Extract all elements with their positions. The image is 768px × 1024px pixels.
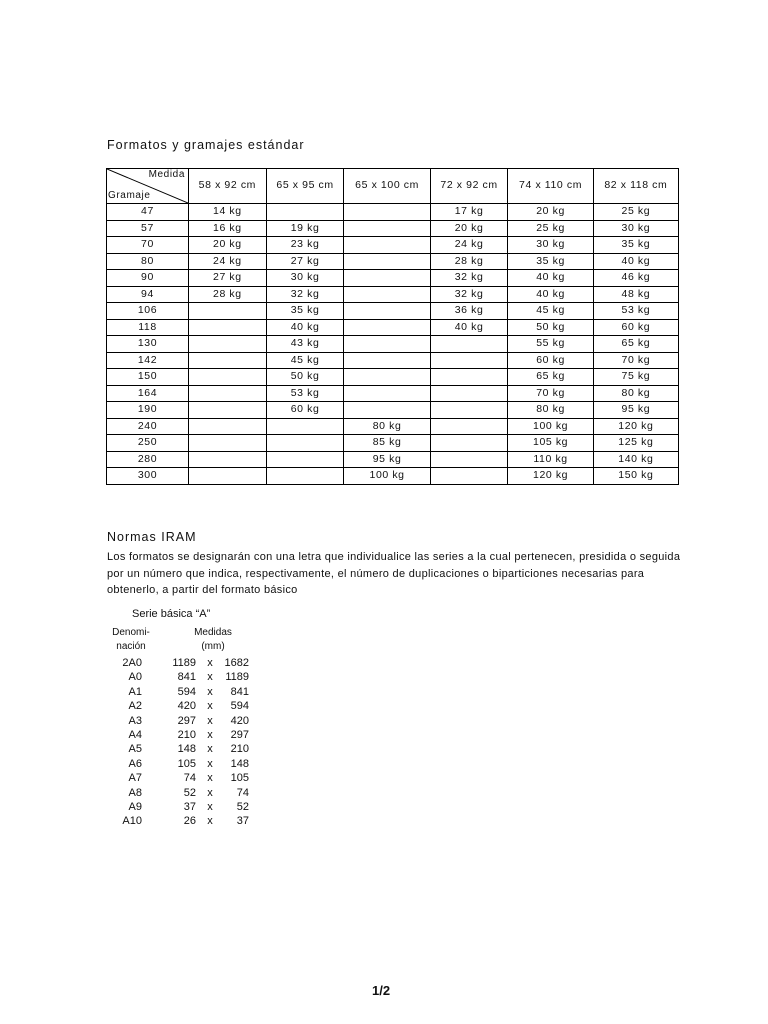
weight-cell: 60 kg xyxy=(593,319,678,336)
format-height: 148 xyxy=(230,757,249,770)
weight-cell: 19 kg xyxy=(266,220,344,237)
weight-cell xyxy=(344,253,430,270)
gramaje-cell: 150 xyxy=(107,369,189,386)
weight-cell: 27 kg xyxy=(189,270,267,287)
weight-cell: 85 kg xyxy=(344,435,430,452)
format-width: 210 xyxy=(177,729,196,741)
weight-cell: 36 kg xyxy=(430,303,508,320)
dimension-separator: x xyxy=(207,671,213,684)
weight-cell: 20 kg xyxy=(508,204,593,221)
weight-cell: 14 kg xyxy=(189,204,267,221)
header-line: Denomi- xyxy=(112,627,150,638)
weight-cell: 32 kg xyxy=(430,270,508,287)
table-row xyxy=(107,402,679,419)
dimension-separator: x xyxy=(207,729,213,741)
weight-cell: 53 kg xyxy=(266,385,344,402)
table-row xyxy=(107,385,679,402)
weight-cell xyxy=(430,402,508,419)
weight-cell: 46 kg xyxy=(593,270,678,287)
table-row xyxy=(107,270,679,287)
weight-cell: 45 kg xyxy=(508,303,593,320)
weight-cell: 105 kg xyxy=(508,435,593,452)
column-header: 74 x 110 cm xyxy=(508,169,593,204)
column-header: 58 x 92 cm xyxy=(189,169,267,204)
dimension-separator: x xyxy=(207,743,213,756)
weight-cell xyxy=(430,468,508,485)
weight-cell: 45 kg xyxy=(266,352,344,369)
table-row xyxy=(107,352,679,369)
dimension-separator: x xyxy=(207,657,213,669)
weight-cell xyxy=(344,270,430,287)
dimension-separator: x xyxy=(207,685,213,698)
weight-cell xyxy=(344,402,430,419)
weight-cell xyxy=(189,402,267,419)
weight-cell: 140 kg xyxy=(593,451,678,468)
weight-cell: 32 kg xyxy=(430,286,508,303)
format-width: 105 xyxy=(177,757,196,770)
weight-cell: 50 kg xyxy=(508,319,593,336)
format-width: 26 xyxy=(183,815,196,828)
format-width: 420 xyxy=(177,700,196,713)
column-header: 65 x 95 cm xyxy=(266,169,344,204)
weight-cell: 25 kg xyxy=(508,220,593,237)
format-name: A10 xyxy=(122,815,142,828)
weight-cell: 32 kg xyxy=(266,286,344,303)
weight-cell: 55 kg xyxy=(508,336,593,353)
gramaje-cell: 250 xyxy=(107,435,189,452)
weight-cell xyxy=(266,204,344,221)
weight-cell: 50 kg xyxy=(266,369,344,386)
weight-cell: 35 kg xyxy=(593,237,678,254)
column-header: 72 x 92 cm xyxy=(430,169,508,204)
format-name: A6 xyxy=(128,757,142,770)
header-line: (mm) xyxy=(201,641,225,652)
dimension-separator: x xyxy=(207,757,213,770)
weight-cell xyxy=(344,352,430,369)
weight-cell xyxy=(189,418,267,435)
weight-cell: 16 kg xyxy=(189,220,267,237)
format-height: 105 xyxy=(230,772,249,785)
weight-cell xyxy=(266,468,344,485)
format-height: 210 xyxy=(230,743,249,756)
table-row xyxy=(107,253,679,270)
weight-cell: 40 kg xyxy=(266,319,344,336)
weight-cell: 23 kg xyxy=(266,237,344,254)
weight-cell xyxy=(189,451,267,468)
format-width: 841 xyxy=(177,671,196,684)
weight-cell xyxy=(344,303,430,320)
weight-cell: 95 kg xyxy=(593,402,678,419)
weight-cell: 40 kg xyxy=(593,253,678,270)
weight-cell xyxy=(344,220,430,237)
weight-cell xyxy=(266,418,344,435)
dimension-separator: x xyxy=(207,714,213,727)
header-line: Medidas xyxy=(194,627,232,638)
format-height: 1189 xyxy=(225,671,249,684)
column-header-medidas xyxy=(180,626,246,654)
weight-cell: 110 kg xyxy=(508,451,593,468)
format-name: A2 xyxy=(128,700,142,713)
gramaje-cell: 240 xyxy=(107,418,189,435)
weight-cell: 48 kg xyxy=(593,286,678,303)
serie-title: Serie básica “A” xyxy=(132,608,211,620)
weight-cell: 53 kg xyxy=(593,303,678,320)
format-name: A5 xyxy=(128,743,142,756)
weight-cell xyxy=(266,451,344,468)
format-name: A7 xyxy=(128,772,142,785)
weight-cell: 80 kg xyxy=(344,418,430,435)
weight-cell: 75 kg xyxy=(593,369,678,386)
gramaje-cell: 300 xyxy=(107,468,189,485)
weight-cell xyxy=(344,286,430,303)
weight-cell: 24 kg xyxy=(189,253,267,270)
weight-cell xyxy=(430,369,508,386)
weight-cell: 40 kg xyxy=(508,286,593,303)
gramaje-cell: 118 xyxy=(107,319,189,336)
weight-cell xyxy=(189,435,267,452)
weight-cell: 60 kg xyxy=(266,402,344,419)
weight-cell xyxy=(344,319,430,336)
weight-cell: 27 kg xyxy=(266,253,344,270)
weight-cell xyxy=(344,369,430,386)
weight-cell xyxy=(344,204,430,221)
weight-cell: 120 kg xyxy=(593,418,678,435)
table-row xyxy=(107,418,679,435)
weight-cell: 25 kg xyxy=(593,204,678,221)
format-name: A8 xyxy=(128,786,142,799)
dimension-separator: x xyxy=(207,700,213,713)
weight-cell: 150 kg xyxy=(593,468,678,485)
weight-cell xyxy=(430,352,508,369)
weight-cell: 28 kg xyxy=(430,253,508,270)
gramaje-cell: 80 xyxy=(107,253,189,270)
format-height: 297 xyxy=(230,729,249,741)
weight-cell: 40 kg xyxy=(508,270,593,287)
format-width: 1189 xyxy=(172,657,196,669)
weight-cell xyxy=(189,319,267,336)
format-name: A9 xyxy=(128,801,142,813)
corner-label-medida: Medida xyxy=(148,169,185,180)
table-row xyxy=(107,451,679,468)
gramaje-cell: 106 xyxy=(107,303,189,320)
weight-cell: 30 kg xyxy=(266,270,344,287)
weight-cell: 35 kg xyxy=(508,253,593,270)
weight-cell xyxy=(266,435,344,452)
weight-cell xyxy=(189,468,267,485)
table-row xyxy=(107,369,679,386)
format-height: 37 xyxy=(236,815,249,828)
table-header-row xyxy=(107,169,679,204)
dimension-separator: x xyxy=(207,801,213,813)
format-height: 841 xyxy=(230,685,249,698)
weight-cell xyxy=(189,385,267,402)
table-row xyxy=(107,204,679,221)
gramaje-cell: 130 xyxy=(107,336,189,353)
weight-cell: 24 kg xyxy=(430,237,508,254)
weight-cell xyxy=(344,385,430,402)
format-height: 1682 xyxy=(224,657,249,669)
weight-cell: 20 kg xyxy=(189,237,267,254)
weight-cell: 43 kg xyxy=(266,336,344,353)
weight-cell xyxy=(430,435,508,452)
gramaje-cell: 142 xyxy=(107,352,189,369)
weight-cell xyxy=(189,303,267,320)
weight-cell: 80 kg xyxy=(508,402,593,419)
format-name: A4 xyxy=(128,729,142,741)
weight-cell: 40 kg xyxy=(430,319,508,336)
gramaje-cell: 280 xyxy=(107,451,189,468)
column-header: 65 x 100 cm xyxy=(344,169,430,204)
gramaje-cell: 57 xyxy=(107,220,189,237)
format-name: A1 xyxy=(128,685,142,698)
dimension-separator: x xyxy=(207,815,213,828)
format-width: 52 xyxy=(183,786,196,799)
weight-cell: 65 kg xyxy=(593,336,678,353)
format-name: A3 xyxy=(128,714,142,727)
weight-cell xyxy=(189,369,267,386)
weight-cell: 30 kg xyxy=(593,220,678,237)
weight-cell: 20 kg xyxy=(430,220,508,237)
gramaje-cell: 70 xyxy=(107,237,189,254)
table-body xyxy=(107,204,679,485)
table-row xyxy=(107,435,679,452)
table-row xyxy=(107,468,679,485)
weight-cell xyxy=(189,336,267,353)
format-height: 74 xyxy=(236,786,249,799)
intro-paragraph: Los formatos se designarán con una letra que individualice las series a la cual pertenecen, presidida o seguida por un número que indica, respectivamente, el número de duplicaciones o biparticiones necesarias para obtenerlo, a partir del formato básico xyxy=(107,551,681,596)
weight-cell: 120 kg xyxy=(508,468,593,485)
dimension-separator: x xyxy=(207,772,213,785)
weight-cell xyxy=(430,385,508,402)
table-row xyxy=(107,336,679,353)
format-width: 297 xyxy=(177,714,196,727)
weight-cell: 60 kg xyxy=(508,352,593,369)
section-title-formatos: Formatos y gramajes estándar xyxy=(107,138,305,152)
weight-cell xyxy=(430,336,508,353)
format-width: 148 xyxy=(177,743,196,756)
weight-cell xyxy=(430,418,508,435)
weight-cell: 17 kg xyxy=(430,204,508,221)
format-width: 594 xyxy=(177,685,196,698)
table-row xyxy=(107,319,679,336)
format-height: 52 xyxy=(236,801,249,813)
weight-cell: 125 kg xyxy=(593,435,678,452)
weight-cell: 100 kg xyxy=(508,418,593,435)
dimension-separator: x xyxy=(207,786,213,799)
weight-cell: 100 kg xyxy=(344,468,430,485)
format-width: 37 xyxy=(183,801,196,813)
format-name: A0 xyxy=(128,671,142,684)
page-number: 1/2 xyxy=(372,983,391,998)
weight-cell: 70 kg xyxy=(593,352,678,369)
weight-cell xyxy=(344,336,430,353)
weight-cell xyxy=(189,352,267,369)
weight-cell: 70 kg xyxy=(508,385,593,402)
format-height: 594 xyxy=(230,700,249,713)
weight-cell: 28 kg xyxy=(189,286,267,303)
table-row xyxy=(107,220,679,237)
gramaje-cell: 90 xyxy=(107,270,189,287)
weight-cell: 95 kg xyxy=(344,451,430,468)
gramaje-cell: 47 xyxy=(107,204,189,221)
format-height: 420 xyxy=(230,714,249,727)
corner-header-cell xyxy=(107,169,189,204)
column-header-denominacion xyxy=(104,626,158,654)
column-header: 82 x 118 cm xyxy=(593,169,678,204)
weight-cell: 80 kg xyxy=(593,385,678,402)
section-title-normas-iram: Normas IRAM xyxy=(107,530,197,544)
gramaje-cell: 94 xyxy=(107,286,189,303)
weight-cell: 30 kg xyxy=(508,237,593,254)
weight-cell: 65 kg xyxy=(508,369,593,386)
format-width: 74 xyxy=(183,772,196,785)
header-line: nación xyxy=(116,641,146,652)
weight-cell: 35 kg xyxy=(266,303,344,320)
gramaje-cell: 190 xyxy=(107,402,189,419)
formats-weights-table xyxy=(106,168,679,485)
table-row xyxy=(107,303,679,320)
weight-cell xyxy=(344,237,430,254)
corner-label-gramaje: Gramaje xyxy=(108,190,151,201)
weight-cell xyxy=(430,451,508,468)
gramaje-cell: 164 xyxy=(107,385,189,402)
table-row xyxy=(107,237,679,254)
table-row xyxy=(107,286,679,303)
format-name: 2A0 xyxy=(122,657,142,669)
